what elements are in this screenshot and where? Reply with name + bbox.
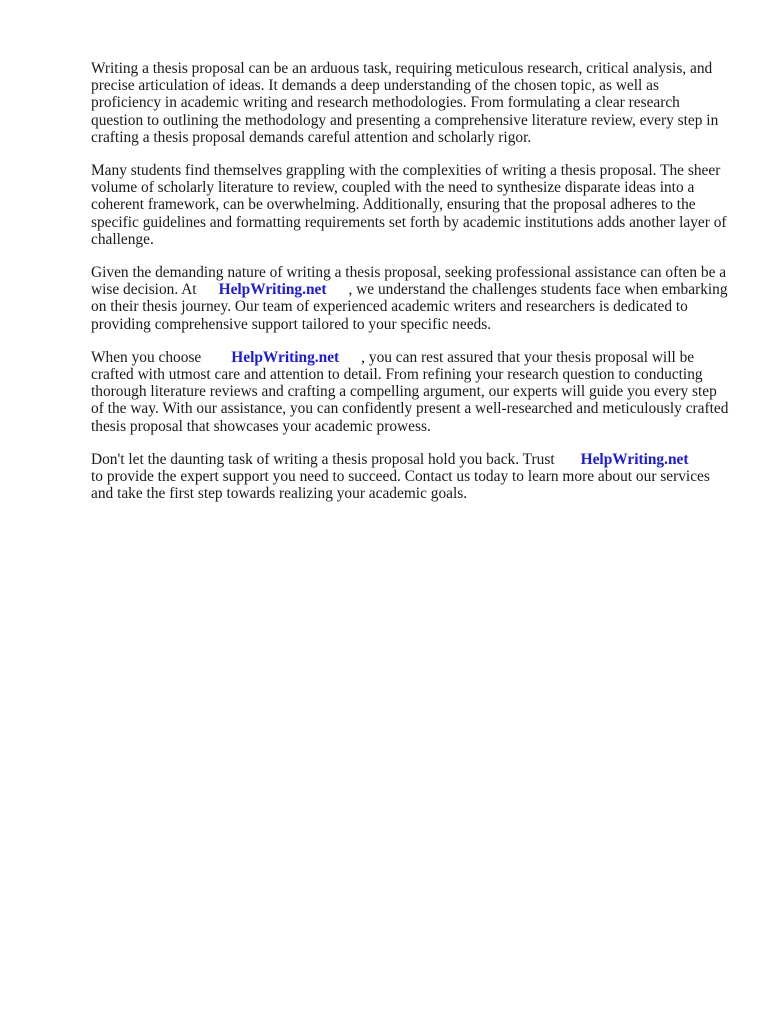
paragraph-cta — [91, 451, 731, 503]
paragraph-choose-text-start: When you choose — [91, 348, 202, 366]
paragraph-choose-text-end: , you can rest assured that your thesis proposal will be crafted with utmost care and attention to detail. From refining your research question to conducting thorough literature reviews and crafting a compelling argument, our experts will guide you every step of the way. With our assistance, you can confidently present a well-researched and meticulously crafted thesis proposal that showcases your academic prowess. — [91, 348, 729, 435]
paragraph-assistance — [91, 264, 731, 333]
helpwriting-link-1[interactable]: HelpWriting.net — [218, 281, 327, 299]
paragraph-assistance-text-start: Given the demanding nature of writing a thesis proposal, seeking professional assistance can often be a wise decision. At — [91, 264, 727, 299]
document-body — [91, 60, 731, 518]
paragraph-intro: Writing a thesis proposal can be an arduous task, requiring meticulous research, critical analysis, and precise articulation of ideas. It demands a deep understanding of the chosen topic, as well as proficiency in academic writing and research methodologies. From formulating a clear research question to outlining the methodology and presenting a comprehensive literature review, every step in crafting a thesis proposal demands careful attention and scholarly rigor. — [91, 60, 719, 146]
paragraph-choose — [91, 349, 731, 435]
paragraph-challenges: Many students find themselves grappling with the complexities of writing a thesis proposal. The sheer volume of scholarly literature to review, coupled with the need to synthesize disparate ideas into a coherent framework, can be overwhelming. Additionally, ensuring that the proposal adheres to the specific guidelines and formatting requirements set forth by academic institutions adds another layer of challenge. — [91, 162, 727, 248]
paragraph-cta-text-end: to provide the expert support you need to succeed. Contact us today to learn more about our services and take the first step towards realizing your academic goals. — [91, 468, 710, 503]
paragraph-assistance-text-end: , we understand the challenges students face when embarking on their thesis journey. Our team of experienced academic writers and researchers is dedicated to providing comprehensive support tailored to your specific needs. — [91, 281, 728, 333]
helpwriting-link-2[interactable]: HelpWriting.net — [231, 348, 340, 366]
helpwriting-link-3[interactable]: HelpWriting.net — [580, 450, 689, 468]
paragraph-cta-text-start: Don't let the daunting task of writing a thesis proposal hold you back. Trust — [91, 450, 555, 468]
